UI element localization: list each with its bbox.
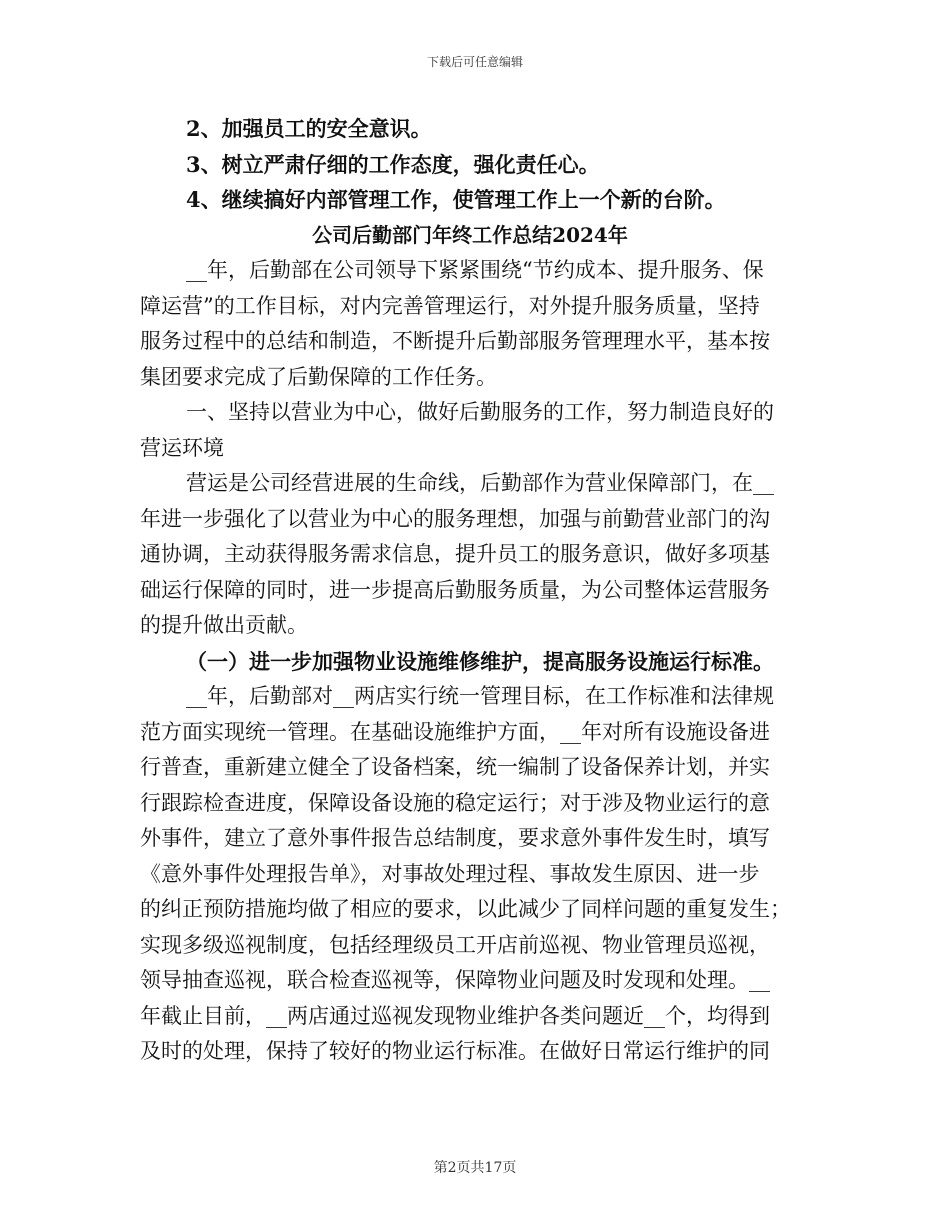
text-line: 领导抽查巡视，联合检查巡视等，保障物业问题及时发现和处理。__ xyxy=(140,968,770,992)
page-footer: 第2页共17页 xyxy=(433,1160,517,1176)
text-line: 《意外事件处理报告单》，对事故处理过程、事故发生原因、进一步 xyxy=(140,861,760,886)
document-body xyxy=(140,111,800,1070)
text-line: 实现多级巡视制度，包括经理级员工开店前巡视、物业管理员巡视， xyxy=(140,932,770,957)
text-line: 外事件，建立了意外事件报告总结制度，要求意外事件发生时，填写 xyxy=(140,826,770,850)
page-header: 下载后可任意编辑 xyxy=(426,55,523,69)
text-line: 行普查，重新建立健全了设备档案，统一编制了设备保养计划，并实 xyxy=(140,755,770,779)
text-line: 年进一步强化了以营业为中心的服务理想，加强与前勤营业部门的沟 xyxy=(140,506,770,531)
maintenance-paragraph xyxy=(140,679,800,1070)
list-item: 3、树立严肃仔细的工作态度，强化责任心。 xyxy=(186,151,600,177)
text-line: 范方面实现统一管理。在基础设施维护方面，__年对所有设施设备进 xyxy=(140,719,770,744)
list-item: 4、继续搞好内部管理工作，使管理工作上一个新的台阶。 xyxy=(186,187,726,212)
text-line: 集团要求完成了后勤保障的工作任务。 xyxy=(140,364,497,389)
operations-paragraph xyxy=(140,466,800,644)
text-line: 通协调，主动获得服务需求信息，提升员工的服务意识，做好多项基 xyxy=(140,542,770,566)
text-line: 础运行保障的同时，进一步提高后勤服务质量，为公司整体运营服务 xyxy=(140,577,770,602)
list-item: 2、加强员工的安全意识。 xyxy=(186,116,432,141)
text-line: 的纠正预防措施均做了相应的要求，以此减少了同样问题的重复发生； xyxy=(140,897,791,921)
text-line: 行跟踪检查进度，保障设备设施的稳定运行；对于涉及物业运行的意 xyxy=(140,790,770,815)
text-line: 的提升做出贡献。 xyxy=(140,613,308,637)
text-line: 一、坚持以营业为中心，做好后勤服务的工作，努力制造良好的 xyxy=(186,400,774,424)
subsection-heading: （一）进一步加强物业设施维修维护，提高服务设施运行标准。 xyxy=(186,648,774,674)
text-line: __年，后勤部对__两店实行统一管理目标，在工作标准和法律规 xyxy=(186,684,774,708)
text-line: 年截止目前，__两店通过巡视发现物业维护各类问题近__个，均得到 xyxy=(140,1003,770,1028)
intro-paragraph xyxy=(140,253,800,395)
text-line: 及时的处理，保持了较好的物业运行标准。在做好日常运行维护的同 xyxy=(140,1039,770,1063)
text-line: 服务过程中的总结和制造，不断提升后勤部服务管理理水平，基本按 xyxy=(140,329,770,353)
document-title: 公司后勤部门年终工作总结2024年 xyxy=(312,222,628,247)
text-line: 障运营”的工作目标，对内完善管理运行，对外提升服务质量，坚持 xyxy=(140,293,760,318)
text-line: 营运环境 xyxy=(140,435,224,460)
section-heading-1 xyxy=(140,395,800,466)
text-line: 营运是公司经营进展的生命线，后勤部作为营业保障部门，在__ xyxy=(186,471,774,495)
text-line: __年，后勤部在公司领导下紧紧围绕“节约成本、提升服务、保 xyxy=(186,258,764,282)
